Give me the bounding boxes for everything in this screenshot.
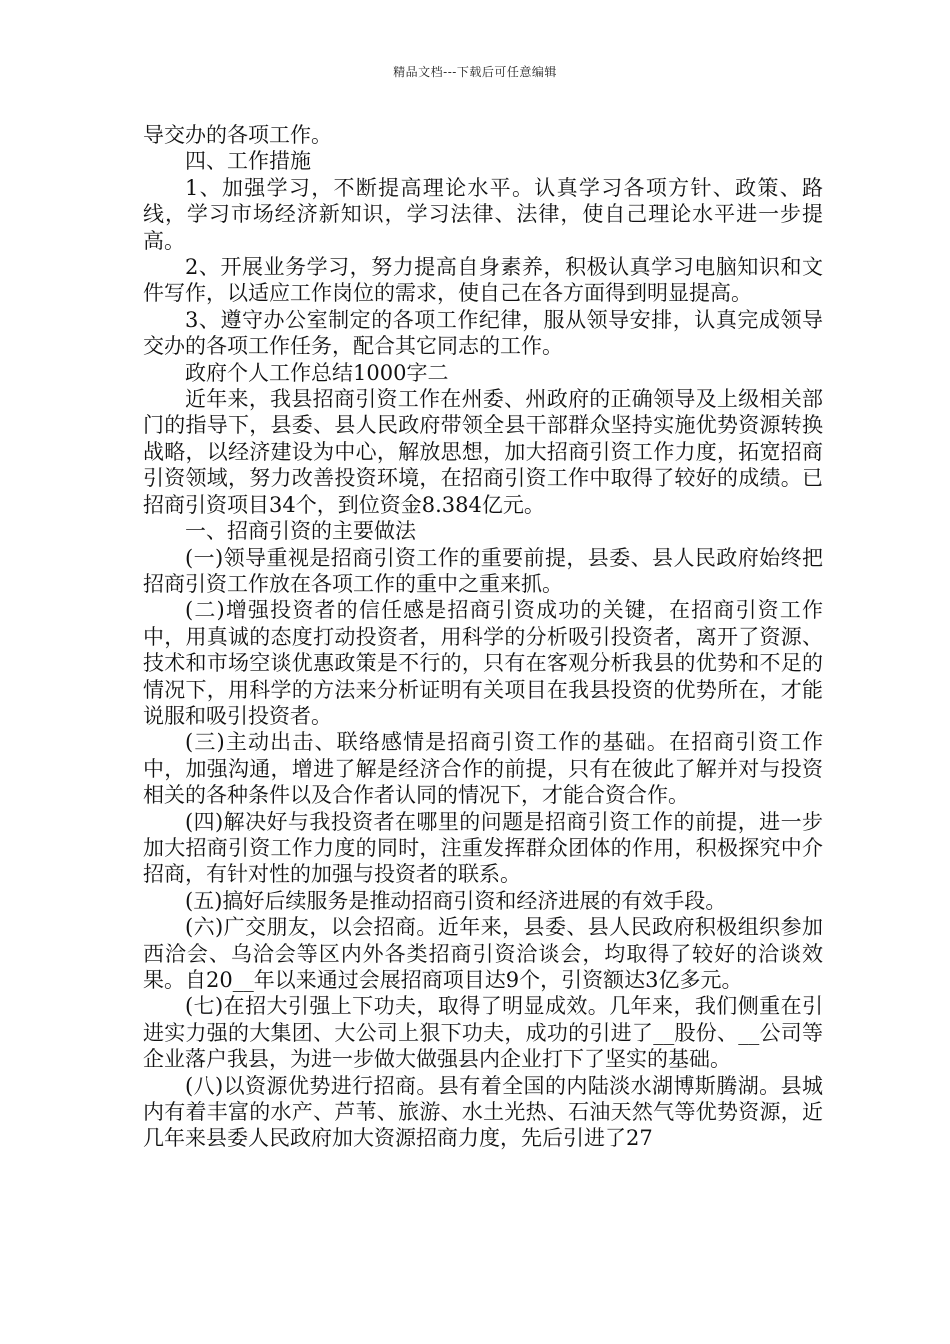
page-header: 精品文档---下载后可任意编辑 — [393, 65, 557, 79]
paragraph-item-1: (一)领导重视是招商引资工作的重要前提，县委、县人民政府始终把招商引资工作放在各项工作的重中之重来抓。 — [143, 545, 823, 596]
section-heading-methods: 一、招商引资的主要做法 — [185, 519, 416, 544]
paragraph-measure-2: 2、开展业务学习，努力提高自身素养，积极认真学习电脑知识和文件写作，以适应工作岗位的需求，使自己在各方面得到明显提高。 — [143, 255, 823, 306]
paragraph-item-2: (二)增强投资者的信任感是招商引资成功的关键，在招商引资工作中，用真诚的态度打动投资者，用科学的分析吸引投资者，离开了资源、技术和市场空谈优惠政策是不行的，只有在客观分析我县的优势和不足的情况下，用科学的方法来分析证明有关项目在我县投资的优势所在，才能说服和吸引投资者。 — [143, 598, 823, 728]
paragraph-continuation: 导交办的各项工作。 — [143, 123, 332, 147]
paragraph-measure-3: 3、遵守办公室制定的各项工作纪律，服从领导安排，认真完成领导交办的各项工作任务，配合其它同志的工作。 — [143, 307, 823, 359]
paragraph-item-3: (三)主动出击、联络感情是招商引资工作的基础。在招商引资工作中，加强沟通，增进了解是经济合作的前提，只有在彼此了解并对与投资相关的各种条件以及合作者认同的情况下，才能合资合作。 — [143, 730, 823, 808]
section-heading-measures: 四、工作措施 — [185, 149, 311, 174]
paragraph-item-5: (五)搞好后续服务是推动招商引资和经济进展的有效手段。 — [185, 888, 727, 913]
paragraph-item-6: (六)广交朋友，以会招商。近年来，县委、县人民政府积极组织参加西洽会、乌洽会等区内外各类招商引资洽谈会，均取得了较好的洽谈效果。自20__年以来通过会展招商项目达9个，引资额达3亿多元。 — [143, 915, 823, 992]
document-body — [143, 122, 823, 1152]
paragraph-item-8: (八)以资源优势进行招商。县有着全国的内陆淡水湖博斯腾湖。县城内有着丰富的水产、芦苇、旅游、水土光热、石油天然气等优势资源，近几年来县委人民政府加大资源招商力度，先后引进了27 — [143, 1073, 823, 1151]
paragraph-item-4: (四)解决好与我投资者在哪里的问题是招商引资工作的前提，进一步加大招商引资工作力度的同时，注重发挥群众团体的作用，积极探究中介招商，有针对性的加强与投资者的联系。 — [143, 809, 823, 887]
paragraph-item-7: (七)在招大引强上下功夫，取得了明显成效。几年来，我们侧重在引进实力强的大集团、大公司上狠下功夫，成功的引进了__股份、__公司等企业落户我县，为进一步做大做强县内企业打下了坚实的基础。 — [143, 994, 823, 1072]
paragraph-intro: 近年来，我县招商引资工作在州委、州政府的正确领导及上级相关部门的指导下，县委、县人民政府带领全县干部群众坚持实施优势资源转换战略，以经济建设为中心，解放思想，加大招商引资工作力度，拓宽招商引资领域，努力改善投资环境，在招商引资工作中取得了较好的成绩。已招商引资项目34个，到位资金8.384亿元。 — [143, 387, 823, 517]
paragraph-measure-1: 1、加强学习，不断提高理论水平。认真学习各项方针、政策、路线，学习市场经济新知识，学习法律、法律，使自己理论水平进一步提高。 — [143, 175, 823, 253]
document-subtitle: 政府个人工作总结1000字二 — [185, 360, 449, 385]
